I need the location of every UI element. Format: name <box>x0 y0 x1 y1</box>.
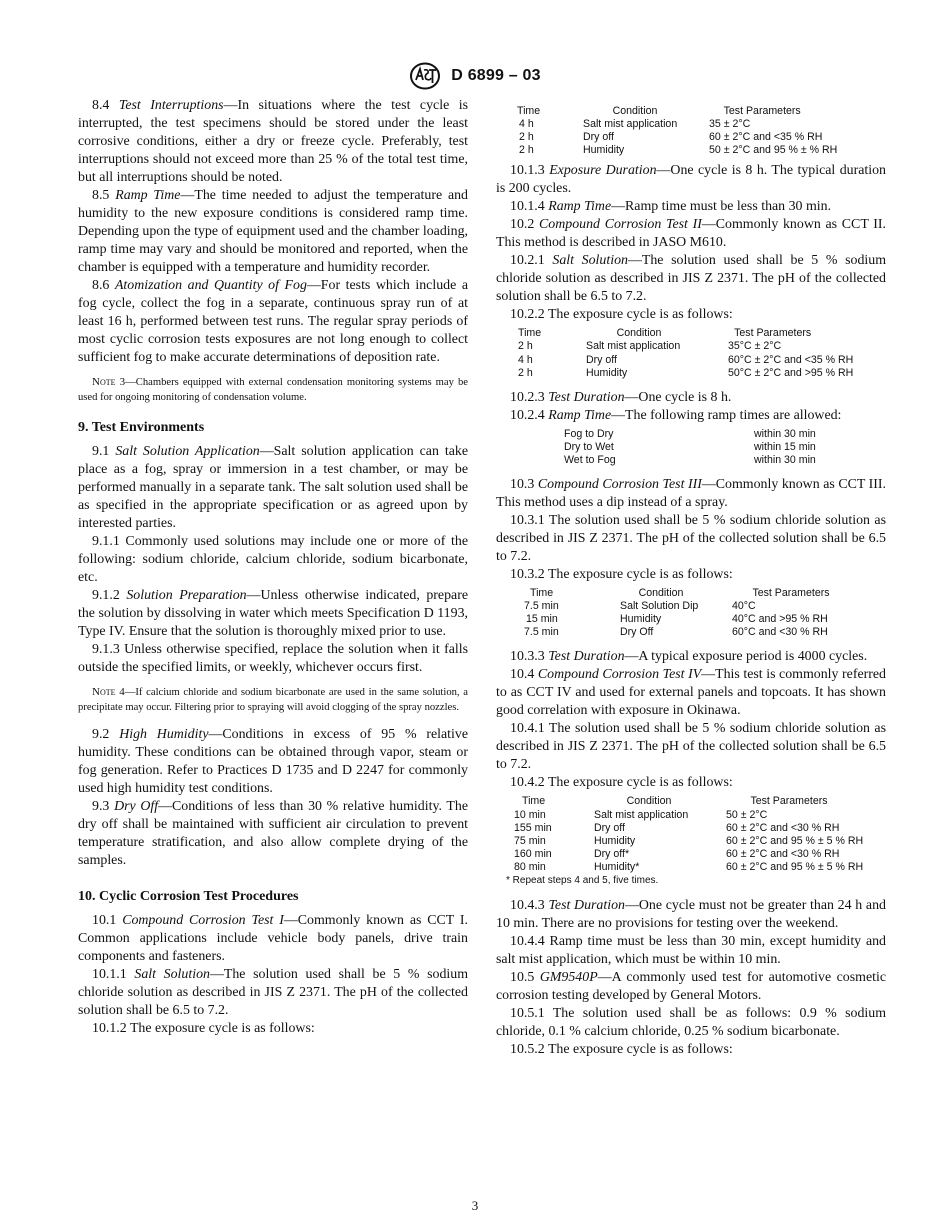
paragraph-9-3: 9.3 Dry Off—Conditions of less than 30 % relative humidity. The dry off shall be maintained with sufficient air circulation to prevent temperature stratification, and also allow complete drying of the samples. <box>78 799 469 869</box>
right-column <box>496 102 886 1059</box>
paragraph-10-2-4: 10.2.4 Ramp Time—The following ramp times are allowed: <box>510 407 842 423</box>
note-3: Note 3—Chambers equipped with external condensation monitoring systems may be used for ongoing monitoring of condensation volume. <box>78 376 468 403</box>
paragraph-9-1-3: 9.1.3 Unless otherwise specified, replace the solution when it falls outside the specified limits, or weekly, whichever occurs first. <box>78 642 468 676</box>
paragraph-10-2-1: 10.2.1 Salt Solution—The solution used shall be 5 % sodium chloride solution as described in JIS Z 2371. The pH of the collected solution shall be 6.5 to 7.2. <box>496 253 886 305</box>
paragraph-10-5: 10.5 GM9540P—A commonly used test for automotive cosmetic corrosion testing developed by General Motors. <box>496 969 886 1003</box>
table-header-row: Time Condition Test Parameters <box>530 587 830 600</box>
table-row: 2 h Humidity 50 ± 2°C and 95 % ± % RH <box>519 144 838 157</box>
exposure-table-cct1 <box>517 105 837 157</box>
table-header-row: Time Condition Test Parameters <box>517 105 801 117</box>
paragraph-10-4: 10.4 Compound Corrosion Test IV—This test is commonly referred to as CCT IV and used for external panels and topcoats. It has shown good correlation with exposure in Okinawa. <box>496 667 886 719</box>
paragraph-10-1-1: 10.1.1 Salt Solution—The solution used shall be 5 % sodium chloride solution as described in JIS Z 2371. The pH of the collected solution shall be 6.5 to 7.2. <box>78 967 468 1019</box>
paragraph-10-4-1: 10.4.1 The solution used shall be 5 % sodium chloride solution as described in JIS Z 2371. The pH of the collected solution shall be 6.5 to 7.2. <box>496 721 886 773</box>
table-footnote: * Repeat steps 4 and 5, five times. <box>506 874 659 886</box>
paragraph-10-3-2: 10.3.2 The exposure cycle is as follows: <box>510 567 733 583</box>
paragraph-9-1-1: 9.1.1 Commonly used solutions may include one or more of the following: sodium chloride, calcium chloride, sodium bicarbonate, etc. <box>78 534 468 586</box>
paragraph-8-4: 8.4 Test Interruptions—In situations where the test cycle is interrupted, the test specimens should be stored under the least corrosive conditions, either a dry or freeze cycle. Preferably, test interruptions should not exceed more than 25 % of the total test time, but all interruptions should be noted. <box>78 98 468 185</box>
paragraph-10-2-3: 10.2.3 Test Duration—One cycle is 8 h. <box>510 389 732 405</box>
table-row: 155 min Dry off 60 ± 2°C and <30 % RH <box>514 821 840 834</box>
astm-logo-icon <box>409 62 441 90</box>
table-row: Dry to Wet within 15 min <box>564 440 816 453</box>
paragraph-10-4-4: 10.4.4 Ramp time must be less than 30 min, except humidity and salt mist application, which must be within 10 min. <box>496 933 886 967</box>
note-4: Note 4—If calcium chloride and sodium bicarbonate are used in the same solution, a precipitate may occur. Filtering prior to spraying will avoid clogging of the spray nozzles. <box>78 686 468 713</box>
paragraph-8-6: 8.6 Atomization and Quantity of Fog—For tests which include a fog cycle, collect the fog in a separate, continuous spray run of at least 16 h, performed between test runs. The regular spray periods of most cyclic corrosion tests exposures are not long enough to collect sufficient fog to make accurate determinations of deposition rate. <box>78 278 468 365</box>
table-row: 2 h Humidity 50°C ± 2°C and >95 % RH <box>518 366 854 379</box>
table-row: Wet to Fog within 30 min <box>564 453 816 466</box>
paragraph-10-4-3: 10.4.3 Test Duration—One cycle must not be greater than 24 h and 10 min. There are no provisions for testing over the weekend. <box>496 897 886 931</box>
paragraph-10-1-2: 10.1.2 The exposure cycle is as follows: <box>92 1021 315 1037</box>
table-header-row: Time Condition Test Parameters <box>518 327 812 340</box>
left-column <box>78 97 468 1038</box>
section-heading-10: 10. Cyclic Corrosion Test Procedures <box>78 889 299 905</box>
paragraph-10-3-1: 10.3.1 The solution used shall be 5 % sodium chloride solution as described in JIS Z 2371. The pH of the collected solution shall be 6.5 to 7.2. <box>496 513 886 565</box>
section-heading-9: 9. Test Environments <box>78 420 205 436</box>
table-row: 75 min Humidity 60 ± 2°C and 95 % ± 5 % RH <box>514 834 864 847</box>
exposure-table-cct3 <box>524 587 866 639</box>
paragraph-8-5: 8.5 Ramp Time—The time needed to adjust the temperature and humidity to the new exposure conditions is considered ramp time. Depending upon the type of equipment used and the chamber loading, ramp time may vary and should be monitored and reported, when the chamber is equipped with a temperature and humidity recorder. <box>78 188 468 275</box>
ramp-time-table <box>564 428 816 467</box>
paragraph-10-5-2: 10.5.2 The exposure cycle is as follows: <box>510 1041 733 1057</box>
document-number: D 6899 – 03 <box>451 67 541 84</box>
paragraph-10-2-2: 10.2.2 The exposure cycle is as follows: <box>510 307 733 323</box>
paragraph-10-4-2: 10.4.2 The exposure cycle is as follows: <box>510 775 733 791</box>
table-row: 2 h Dry off 60 ± 2°C and <35 % RH <box>519 131 823 144</box>
paragraph-10-5-1: 10.5.1 The solution used shall be as follows: 0.9 % sodium chloride, 0.1 % calcium chloride, 0.25 % sodium bicarbonate. <box>496 1005 886 1039</box>
paragraph-10-2: 10.2 Compound Corrosion Test II—Commonly known as CCT II. This method is described in JASO M610. <box>496 217 886 251</box>
table-row: 160 min Dry off* 60 ± 2°C and <30 % RH <box>514 847 840 860</box>
table-row: 15 min Humidity 40°C and >95 % RH <box>526 613 828 626</box>
table-row: 80 min Humidity* 60 ± 2°C and 95 % ± 5 % RH <box>514 860 864 873</box>
table-row: Fog to Dry within 30 min <box>564 427 816 440</box>
table-row: 10 min Salt mist application 50 ± 2°C <box>514 808 768 821</box>
paragraph-9-2: 9.2 High Humidity—Conditions in excess of 95 % relative humidity. These conditions can be obtained through vapor, steam or fog generation. Refer to Practices D 1735 and D 2247 for commonly used high humidity test conditions. <box>78 727 468 797</box>
paragraph-9-1: 9.1 Salt Solution Application—Salt solution application can take place as a fog, spray or immersion in a test chamber, or may be performed manually in a separate tank. The salt solution used shall be as specified in the appropriate specification or as agreed upon by interested parties. <box>78 444 468 532</box>
table-row: 4 h Dry off 60°C ± 2°C and <35 % RH <box>518 353 854 366</box>
page-number: 3 <box>471 1198 479 1213</box>
paragraph-10-3-3: 10.3.3 Test Duration—A typical exposure period is 4000 cycles. <box>510 649 868 665</box>
paragraph-10-1: 10.1 Compound Corrosion Test I—Commonly known as CCT I. Common applications include vehicle body panels, drive train components and fasteners. <box>78 913 468 965</box>
table-row: 7.5 min Salt Solution Dip 40°C <box>524 600 756 613</box>
paragraph-10-3: 10.3 Compound Corrosion Test III—Commonly known as CCT III. This method uses a dip instead of a spray. <box>496 477 886 511</box>
paragraph-9-1-2: 9.1.2 Solution Preparation—Unless otherwise indicated, prepare the solution by dissolving in water which meets Specification D 1193, Type IV. Ensure that the solution is thoroughly mixed prior to use. <box>78 588 468 640</box>
paragraph-10-1-4: 10.1.4 Ramp Time—Ramp time must be less than 30 min. <box>510 199 832 215</box>
table-row: 2 h Salt mist application 35°C ± 2°C <box>518 340 782 353</box>
table-header-row: Time Condition Test Parameters <box>522 795 828 808</box>
page-header <box>0 62 950 90</box>
exposure-table-cct4 <box>514 795 874 874</box>
table-row: 4 h Salt mist application 35 ± 2°C <box>519 118 751 131</box>
exposure-table-cct2 <box>518 327 853 379</box>
table-row: 7.5 min Dry Off 60°C and <30 % RH <box>524 626 828 639</box>
paragraph-10-1-3: 10.1.3 Exposure Duration—One cycle is 8 h. The typical duration is 200 cycles. <box>496 163 886 197</box>
